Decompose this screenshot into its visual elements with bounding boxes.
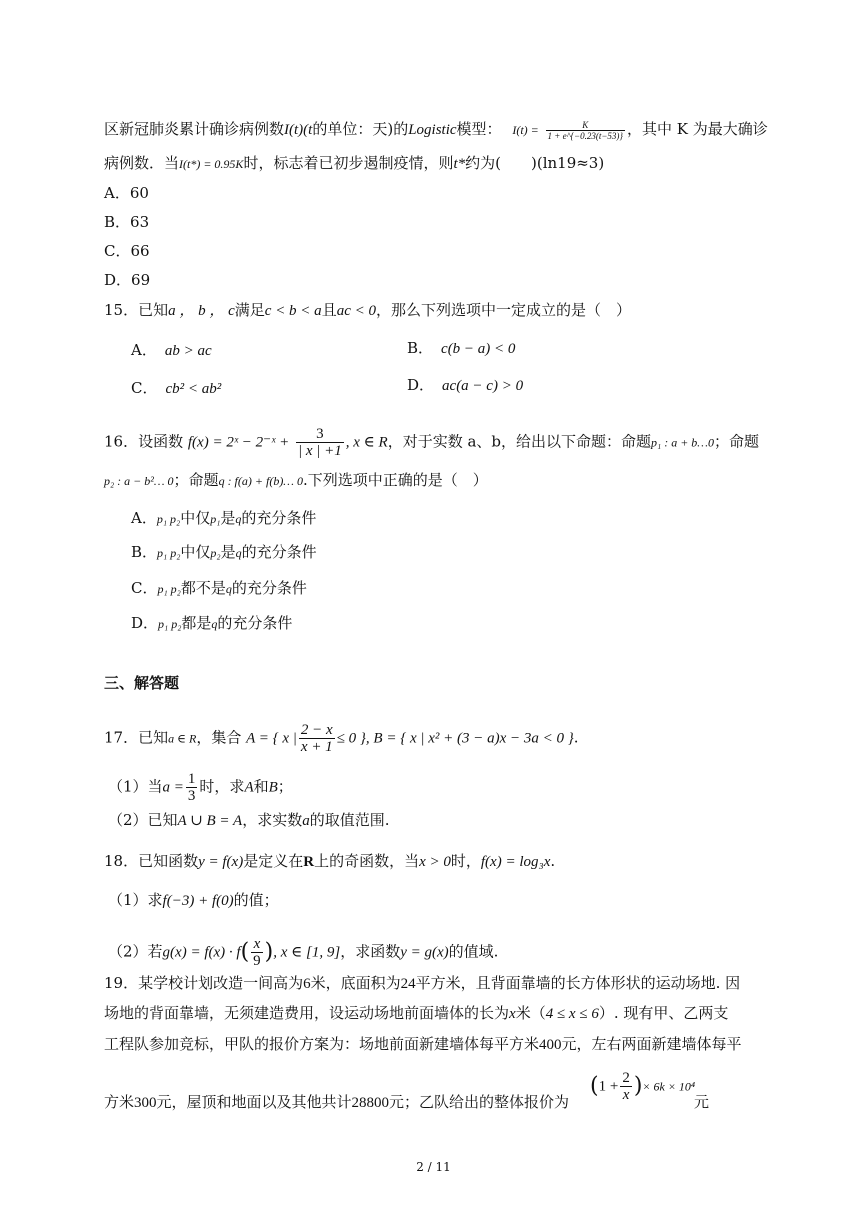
q18-text: 是定义在 <box>243 852 304 870</box>
option-label: B． <box>131 543 158 561</box>
q14-text: 的单位：天)的 <box>312 120 409 138</box>
q19-line1 <box>104 973 740 994</box>
option-text: 都不是 <box>180 579 226 597</box>
q14-text: 时，标志着已初步遏制疫情，则 <box>243 154 454 172</box>
q15-option-d <box>407 375 523 396</box>
section-title: 三、解答题 <box>104 674 180 692</box>
q17-p1-a: a = <box>162 779 184 796</box>
q14-text: 约为( )(ln19≈3) <box>465 154 605 172</box>
q14-option-a: A．60 <box>104 184 149 202</box>
q18-text: 18．已知函数 <box>104 852 199 870</box>
q17-setA-prefix: A = { x | <box>246 730 297 747</box>
q18-func: y = f(x) <box>198 854 244 870</box>
q14-text: ，其中 K 为最大确诊 <box>627 120 768 138</box>
q15-stem <box>104 300 631 321</box>
q18-text: 时， <box>450 852 481 870</box>
q17-text: ，求实数 <box>242 811 303 829</box>
q18-p2-y: y = g(x) <box>400 944 449 961</box>
q17-p2-cond: A ∪ B = A <box>177 813 243 829</box>
q17-text: （2）已知 <box>108 811 178 829</box>
option-text: 中仅 <box>180 543 211 561</box>
q17-text: 的取值范围. <box>309 811 390 829</box>
q17-setA-num: 2 − x <box>300 722 333 738</box>
q16-option-d <box>131 613 292 634</box>
q19-range: 4 ≤ x ≤ 6 <box>545 1006 599 1022</box>
q17-p1-B: B <box>268 779 278 796</box>
q17-text: 17．已知 <box>104 728 169 747</box>
option-q: q <box>235 512 242 526</box>
q19-text: 工程队参加竞标，甲队的报价方案为：场地前面新建墙体每平方米 <box>104 1035 540 1053</box>
option-lead: p₁ p₂ <box>157 582 181 596</box>
q16-func-fraction <box>296 426 344 459</box>
q18-text: 的值域. <box>448 942 499 961</box>
option-lead: p₁ p₂ <box>156 512 181 526</box>
q17-text: . <box>573 728 579 747</box>
q17-text: （1）当 <box>108 777 163 796</box>
q17-setA-fraction <box>299 722 335 755</box>
q18-R: R <box>303 854 315 870</box>
q17-text: ，集合 <box>196 728 242 747</box>
q18-text: （2）若 <box>108 942 163 961</box>
q17-part1 <box>108 771 293 804</box>
option-expr: c(b − a) < 0 <box>441 341 516 357</box>
q18-p2-g: g(x) = f(x) · f <box>162 944 241 961</box>
option-expr: cb² < ab² <box>165 381 222 397</box>
q18-part2: （2）若g(x) = f(x) · f( $\frac{x}{9}$ ), x ∈ [1, 9]，求函数y = g(x)的值域. <box>108 936 499 969</box>
q16-text: 16．设函数 <box>104 432 184 451</box>
q14-text: 模型： <box>456 120 502 138</box>
option-text: 是 <box>220 543 236 561</box>
option-q: q <box>235 546 242 560</box>
q18-cond: x > 0 <box>419 854 451 870</box>
option-label: D． <box>407 376 435 394</box>
q15-text: 满足 <box>234 301 265 319</box>
q16-option-c <box>131 578 307 599</box>
q14-tstar: t* <box>453 156 466 172</box>
q18-fx: f(x) = log₃x <box>480 854 551 870</box>
q19-line4 <box>104 1092 569 1113</box>
q19-yi-num: 2 <box>622 1070 630 1086</box>
q15-text: ，那么下列选项中一定成立的是（ ） <box>375 301 631 319</box>
option-lead: p₁ p₂ <box>158 617 182 631</box>
q17-text: ； <box>277 777 293 796</box>
q19-yi-tail: × 6k × 10⁴ <box>642 1079 696 1094</box>
q14-text: 区新冠肺炎累计确诊病例数 <box>104 120 285 138</box>
q19-text: 平方米，且背面靠墙的长方体形状的运动场地. 因 <box>415 974 741 992</box>
q19-text: 方米 <box>104 1093 135 1111</box>
q17-p1-num: 1 <box>187 771 196 787</box>
page-number: 2 / 11 <box>416 1160 451 1174</box>
q18-p2-num: x <box>251 936 263 953</box>
q16-func-tail: , x ∈ R <box>345 434 388 451</box>
q18-part1 <box>108 890 279 911</box>
option-text: 中仅 <box>180 509 211 527</box>
q17-a-in-r: a ∈ R <box>168 731 197 746</box>
q16-stem <box>104 426 759 459</box>
q14-option-d: D．69 <box>104 271 151 289</box>
q19-line2 <box>104 1003 728 1024</box>
option-sub: p₂ <box>210 546 221 560</box>
q14-formula-lhs: I(t) = <box>512 123 539 137</box>
q16-p1: p₁ : a + b…0 <box>651 435 714 450</box>
q19-text: 元，屋顶和地面以及其他共计 <box>156 1093 352 1111</box>
q19-yi-den: x <box>622 1087 630 1103</box>
option-text: 都是 <box>181 614 212 632</box>
q14-logistic: Logistic <box>408 122 457 138</box>
q19-text: 元；乙队给出的整体报价为 <box>389 1093 570 1111</box>
option-expr: ab > ac <box>164 343 212 359</box>
q19-area: 24 <box>400 976 416 992</box>
q17-setA-tail: ≤ 0 } <box>336 730 366 747</box>
option-expr: ac(a − c) > 0 <box>442 378 524 394</box>
q16-text: ；命题 <box>173 471 219 489</box>
option-label: B． <box>407 339 434 357</box>
q19-text: 米（ <box>515 1004 546 1022</box>
q18-text: 上的奇函数，当 <box>314 852 420 870</box>
q16-line2 <box>104 470 488 491</box>
q14-math: I(t)(t <box>284 122 313 138</box>
option-label: A． <box>131 341 157 359</box>
q17-p1-A: A <box>244 779 254 796</box>
q15-text: 15．已知 <box>104 301 169 319</box>
q17-text: 时，求 <box>199 777 245 796</box>
q17-p1-den: 3 <box>187 788 196 804</box>
q16-func-den: | x | +1 <box>297 443 342 459</box>
q19-text: 米，底面积为 <box>310 974 401 992</box>
option-lead: p₁ p₂ <box>157 546 181 560</box>
option-text: 的充分条件 <box>241 543 317 561</box>
q16-option-a <box>131 508 316 529</box>
q14-option-c: C．66 <box>104 242 150 260</box>
q17-setA-den: x + 1 <box>300 739 333 755</box>
option-sub: p₁ <box>210 512 221 526</box>
q17-part2 <box>108 810 389 831</box>
option-label: D． <box>131 614 159 632</box>
q19-text: 19．某学校计划改造一间高为 <box>104 974 304 992</box>
q16-text: ；命题 <box>713 432 759 451</box>
option-label: C． <box>131 379 158 397</box>
q19-text: 场地的背面靠墙，无须建造费用，设运动场地前面墙体的长为 <box>104 1004 510 1022</box>
q17-p2-a: a <box>302 813 310 829</box>
q15-vars: a ， b ， c <box>168 303 235 319</box>
q19-price-300: 300 <box>134 1095 157 1111</box>
q14-option-b: B．63 <box>104 213 150 231</box>
q16-q: q : f(a) + f(b)… 0 <box>218 474 303 488</box>
q18-p2-den: 9 <box>253 953 261 969</box>
q19-yi-fraction <box>620 1070 632 1103</box>
q17-stem <box>104 722 579 755</box>
q15-option-c <box>131 378 221 399</box>
q16-func-num: 3 <box>296 426 344 443</box>
q15-option-b <box>407 338 515 359</box>
q18-text: 的值； <box>233 891 279 909</box>
q16-func: f(x) = 2ˣ − 2⁻ˣ + <box>187 434 290 451</box>
q14-formula-den: 1 + e^{−0.23(t−53)} <box>547 130 624 141</box>
option-q: q <box>211 617 218 631</box>
option-text: 的充分条件 <box>217 614 293 632</box>
q19-price-28800: 28800 <box>351 1095 390 1111</box>
q19-yi-formula: (1 + $\frac{2}{x}$ )× 6k × 10⁴ <box>590 1070 696 1103</box>
option-text: 的充分条件 <box>231 579 307 597</box>
q17-text: 和 <box>253 777 269 796</box>
q18-p1-expr: f(−3) + f(0) <box>162 893 234 909</box>
q16-text: ，对于实数 a、b，给出以下命题：命题 <box>387 432 652 451</box>
q15-cond1: c < b < a <box>264 303 322 319</box>
option-q: q <box>225 582 232 596</box>
q14-text: 病例数．当 <box>104 154 180 172</box>
option-text: 的充分条件 <box>241 509 317 527</box>
q18-p2-fraction <box>251 936 263 969</box>
q18-p2-range: , x ∈ [1, 9] <box>273 944 341 961</box>
q19-line4-end: 元 <box>694 1093 710 1111</box>
q15-text: 且 <box>321 301 337 319</box>
q19-text: 元，左右两面新建墙体每平 <box>561 1035 742 1053</box>
q16-option-b <box>131 542 317 563</box>
q14-condition: I(t*) = 0.95K <box>179 157 244 171</box>
q16-p2: p₂ : a − b²… 0 <box>104 474 174 488</box>
option-text: 是 <box>220 509 236 527</box>
option-label: A． <box>131 509 157 527</box>
q17-setB: , B = { x | x² + (3 − a)x − 3a < 0 } <box>365 730 574 747</box>
q14-formula-num: K <box>546 120 625 131</box>
q17-p1-fraction <box>186 771 198 804</box>
q19-line3 <box>104 1034 742 1055</box>
q18-stem <box>104 851 555 872</box>
q18-text: （1）求 <box>108 891 163 909</box>
q19-yi-prefix: 1 + <box>598 1078 619 1095</box>
q14-line1 <box>104 119 768 141</box>
q16-text: .下列选项中正确的是（ ） <box>302 471 488 489</box>
q19-text: ）. 现有甲、乙两支 <box>598 1004 729 1022</box>
q19-price-400: 400 <box>539 1037 562 1053</box>
option-label: C． <box>131 579 158 597</box>
q15-option-a <box>131 340 212 361</box>
q18-text: ，求函数 <box>340 942 401 961</box>
q19-x: x <box>509 1006 516 1022</box>
q19-height: 6 <box>303 976 311 992</box>
q14-line2 <box>104 153 604 174</box>
q15-cond2: ac < 0 <box>336 303 376 319</box>
q18-text: . <box>550 852 556 870</box>
q14-formula-fraction <box>546 120 625 141</box>
